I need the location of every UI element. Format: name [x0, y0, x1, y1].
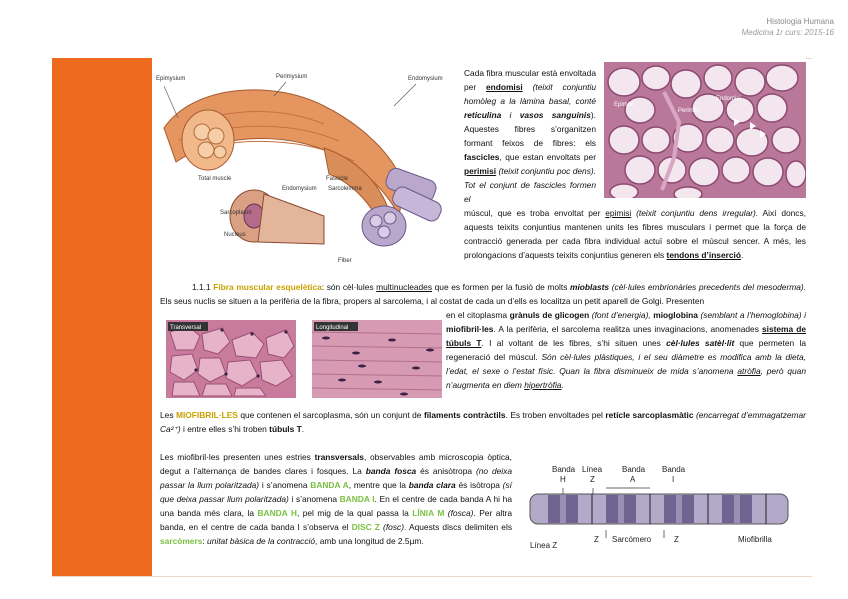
- text: (cèl·lules embrionàries precedents del mesoderma).: [609, 282, 806, 292]
- term-hipertrofia: hipertròfia: [524, 380, 562, 390]
- term-disc-z: DISC Z: [351, 522, 380, 532]
- text: , mentre que la: [348, 480, 409, 490]
- term-tubuls-t: túbuls T: [269, 424, 302, 434]
- text: , amb una longitud de 2.5µm.: [315, 536, 424, 546]
- text: . Es troben envoltades pel: [505, 410, 606, 420]
- term-multinucleades: multinucleades: [376, 282, 433, 292]
- label-total-muscle: Total muscle: [198, 176, 232, 182]
- label-banda-a-2: A: [630, 475, 636, 484]
- term-banda-fosca: banda fosca: [365, 466, 417, 476]
- label-perimisi: Perimisi: [678, 108, 700, 114]
- label-banda-i-1: Banda: [662, 465, 686, 474]
- page-content: [152, 58, 806, 576]
- term-tubuls: sistema de túbuls T: [446, 324, 806, 348]
- text: és isòtropa: [455, 480, 503, 490]
- term-mioblasts: mioblasts: [570, 282, 610, 292]
- document-header: [742, 16, 835, 38]
- text: Cada fibra muscular està envoltada per: [464, 68, 596, 92]
- term-mioglobina: mioglobina: [653, 310, 698, 320]
- text: . Aquests discs delimiten els: [404, 522, 513, 532]
- text: (no deixa passar la llum polaritzada): [160, 466, 513, 490]
- label-endomysium-2: Endomysium: [282, 186, 317, 192]
- term-reticulina: reticulina: [464, 110, 502, 120]
- section-number: 1.1.1: [192, 282, 214, 292]
- myofibril-diagram: [528, 458, 804, 558]
- label-sarcomero: Sarcómero: [612, 535, 652, 544]
- label-epimisi: Epimisi: [614, 102, 634, 108]
- text: (sí que deixa passar llum polaritzada): [160, 480, 512, 504]
- label-fiber: Fiber: [338, 258, 352, 264]
- term-banda-h: BANDA H: [257, 508, 297, 518]
- term-banda-a: BANDA A: [310, 480, 349, 490]
- text: :: [202, 536, 208, 546]
- text: i entre elles s’hi troben: [180, 424, 270, 434]
- term-miofibril: miofibril·les: [446, 324, 494, 334]
- label-endomisi: Endomisi: [716, 96, 741, 102]
- text: (encarregat d’emmagatzemar Ca²⁺): [160, 410, 806, 434]
- text: .: [741, 250, 744, 260]
- text: unitat bàsica de la contracció: [207, 536, 316, 546]
- text: , que estan envoltats per: [499, 152, 596, 162]
- text: i s’anomena: [288, 494, 340, 504]
- label-sarcoplasm: Sarcoplasm: [220, 210, 252, 216]
- text: és anisòtropa: [416, 466, 476, 476]
- longitudinal-photo: [312, 320, 442, 398]
- label-transversal: Transversal: [170, 325, 202, 331]
- transversal-photo: [166, 320, 296, 398]
- header-title: Histologia Humana: [766, 17, 834, 26]
- term-fascicles: fascicles: [464, 152, 500, 162]
- text: que contenen el sarcoplasma, són un conjunt de: [237, 410, 424, 420]
- text: (teixit conjuntiu homòleg a la làmina basal, conté: [464, 82, 596, 106]
- text: ). Aquestes fibres s’organitzen formant feixos de fibres: els: [464, 110, 596, 148]
- paragraph-1-full: [464, 206, 806, 262]
- text: (semblant a l’hemoglobina) i: [697, 310, 806, 320]
- text: que es formen per la fusió de molts: [432, 282, 570, 292]
- term-satel: cèl·lules satèl·lit: [666, 338, 735, 348]
- term-epimisi: epimisi: [605, 208, 632, 218]
- term-tendons: tendons d’inserció: [666, 250, 741, 260]
- term-endomisi: endomisi: [485, 82, 523, 92]
- label-z-left: Z: [594, 535, 599, 544]
- text: .: [301, 424, 305, 434]
- text: , però quan n’augmenta en diem: [446, 366, 806, 390]
- label-perimysium: Perimysium: [276, 74, 308, 80]
- label-banda-i-2: I: [672, 475, 675, 484]
- paragraph-4: [160, 450, 512, 548]
- label-longitudinal: Longitudinal: [316, 325, 349, 331]
- label-linea-z-top-1: Línea: [582, 465, 603, 474]
- label-miofibrilla: Miofibrilla: [738, 535, 772, 544]
- term-linia-m: LÍNIA M: [412, 508, 445, 518]
- muscle-anatomy-figure: [154, 66, 458, 266]
- text: , pel mig de la qual passa la: [296, 508, 413, 518]
- term-vasos: vasos sanguinis: [519, 110, 591, 120]
- text: Els seus nuclis se situen a la perifèria de la fibra, propers al sarcolema, i al costat de cada un d’ells es localitza un petit aparell de Golgi. Presenten: [160, 296, 705, 306]
- text: Així doncs, aquests teixits conjuntius mantenen units les fibres musculars i permet que la força de contracció generada per cada fibra individual actuï sobre el múscul sencer. A més, les prolongacions d’aquests teixits conjuntius generen els: [464, 208, 806, 260]
- term-atrofia: atròfia: [737, 366, 761, 376]
- term-filaments: filaments contràctils: [423, 410, 506, 420]
- text: i: [501, 110, 520, 120]
- orange-side-bar: [52, 58, 152, 576]
- text: : són cèl·lules: [321, 282, 377, 292]
- label-linea-z: Línea Z: [530, 541, 558, 550]
- text: en el citoplasma: [446, 310, 510, 320]
- paragraph-2-intro: [160, 280, 806, 308]
- text: (fosca): [444, 508, 474, 518]
- section-title: Fibra muscular esquelètica: [213, 282, 322, 292]
- label-endomysium: Endomysium: [408, 76, 443, 82]
- text: . En el centre de cada banda A hi ha una banda més clara, la: [160, 494, 512, 518]
- term-sarcomers: sarcòmers: [160, 536, 203, 546]
- paragraph-3: [160, 408, 806, 436]
- term-perimisi: perimisi: [464, 166, 497, 176]
- label-sarcolemma: Sarcolemma: [328, 186, 362, 192]
- text: , observables amb microscopia òptica, degut a l’alternança de bandes clares i fosques. La: [160, 452, 512, 476]
- text: Són cèl·lules plàstiques, i el seu diàmetre es modifica amb la dieta, l’edat, el sexe o l’estat físic. Quan la fibra disminueix de mida s’anomena: [446, 352, 806, 376]
- label-z-right: Z: [674, 535, 679, 544]
- text: (teixit conjuntiu dens irregular).: [631, 208, 759, 218]
- label-fascicle: Fascicle: [326, 176, 349, 182]
- text: . Per altra banda, en el centre de cada banda I s’observa el: [160, 508, 512, 532]
- paragraph-2-column: [446, 308, 806, 392]
- term-miofibrilles: MIOFIBRIL·LES: [175, 410, 238, 420]
- label-epimysium: Epimysium: [156, 76, 186, 82]
- label-linea-z-top-2: Z: [590, 475, 595, 484]
- text: i s’anomena: [259, 480, 311, 490]
- histology-photo: [604, 62, 806, 198]
- label-banda-h-1: Banda: [552, 465, 576, 474]
- text: Les miofibril·les presenten unes estries: [160, 452, 315, 462]
- term-transversals: transversals: [314, 452, 364, 462]
- text: Les: [160, 410, 176, 420]
- text: múscul, que es troba envoltat per: [464, 208, 606, 218]
- text: (teixit conjuntiu poc dens). Tot el conjunt de fascicles formen el: [464, 166, 596, 204]
- header-subtitle: Medicina 1r curs: 2015-16: [741, 28, 834, 37]
- term-banda-i: BANDA I: [339, 494, 375, 504]
- label-banda-a-1: Banda: [622, 465, 646, 474]
- text: (fosc): [379, 522, 404, 532]
- text: que permeten la regeneració del múscul.: [446, 338, 806, 362]
- term-reticle: retícle sarcoplasmàtic: [605, 410, 694, 420]
- label-nucleus: Nucleus: [224, 232, 246, 238]
- text: .: [561, 380, 564, 390]
- term-banda-clara: banda clara: [408, 480, 456, 490]
- text: . A la perifèria, el sarcolema realitza unes invaginacions, anomenades: [493, 324, 762, 334]
- text: . I al voltant de les fibres, s’hi situen unes: [481, 338, 667, 348]
- label-banda-h-2: H: [560, 475, 566, 484]
- bottom-divider: [52, 576, 812, 577]
- term-granuls: grànuls de glicogen: [509, 310, 590, 320]
- paragraph-1-column: [464, 66, 596, 206]
- text: (font d’energia),: [589, 310, 654, 320]
